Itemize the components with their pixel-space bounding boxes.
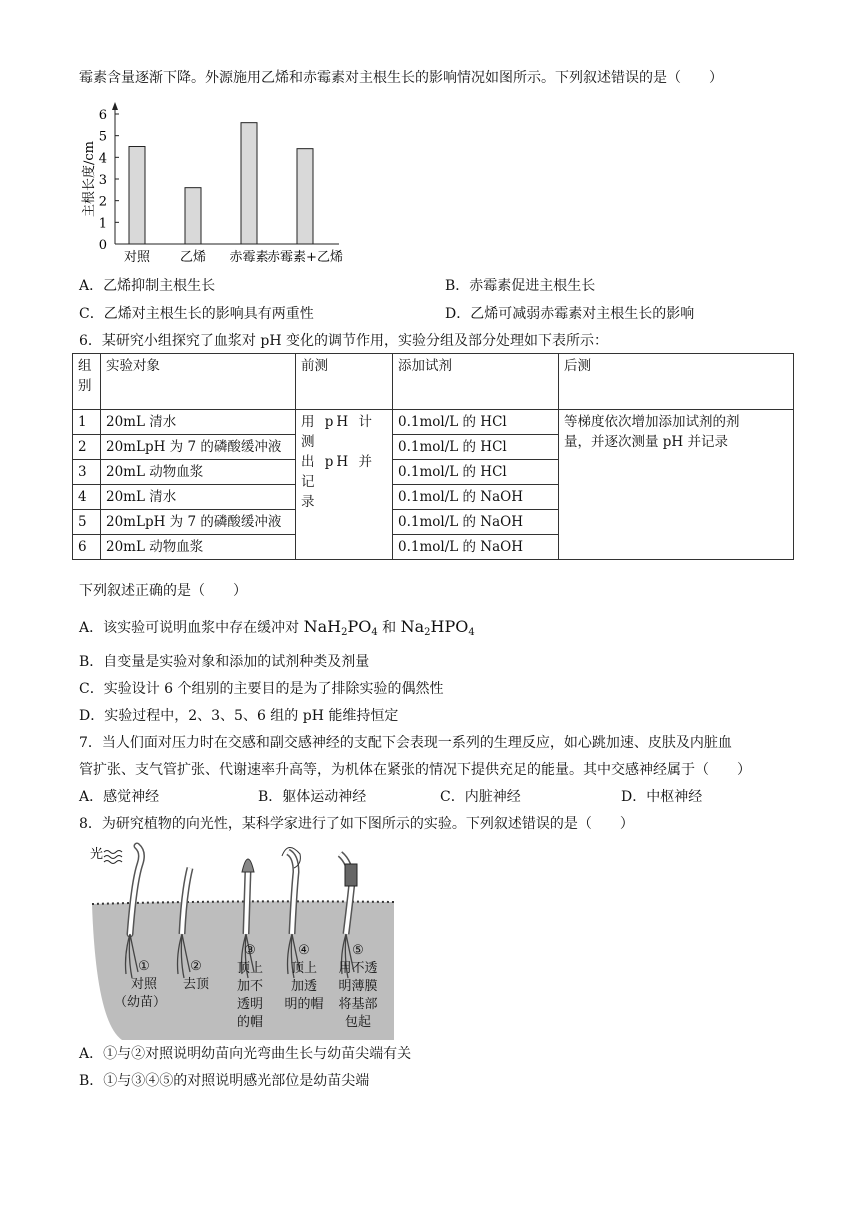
row-no: 5 [73,510,101,535]
y-tick-label: 3 [98,173,107,188]
header-reagent: 添加试剂 [393,354,559,410]
label-4-l2: 加透 [290,979,318,994]
q7-stem-line1: 7．当人们面对压力时在交感和副交感神经的支配下会表现一系列的生理反应，如心跳加速、皮肤及内脏血 [79,735,732,751]
q6-option-b: B．自变量是实验对象和添加的试剂种类及剂量 [79,654,370,670]
q6-option-c: C．实验设计 6 个组别的主要目的是为了排除实验的偶然性 [79,681,444,697]
y-tick-label: 5 [98,129,107,145]
label-5-l2: 明薄膜 [338,979,378,994]
row-subject: 20mL 动物血浆 [101,460,296,485]
q5-option-d: D．乙烯可减弱赤霉素对主根生长的影响 [445,306,695,322]
header-group: 组 别 [73,354,101,410]
row-subject: 20mLpH 为 7 的磷酸缓冲液 [101,510,296,535]
row-no: 3 [73,460,101,485]
label-1-l1: 对照 [130,977,158,992]
q7-option-b: B．躯体运动神经 [258,789,367,805]
y-tick-label: 1 [98,216,107,232]
q5-option-c: C．乙烯对主根生长的影响具有两重性 [79,306,314,322]
y-tick-label: 6 [98,108,107,123]
root-length-bar-chart [77,97,347,269]
label-3-l4: 的帽 [236,1015,264,1030]
post-cell: 等梯度依次增加添加试剂的剂 量，并逐次测量 pH 并记录 [559,410,794,560]
label-3-l3: 透明 [236,997,264,1012]
phototropism-figure [82,842,398,1042]
label-4-l3: 明的帽 [284,997,324,1012]
q5-option-b: B．赤霉素促进主根生长 [445,278,596,294]
opaque-film-icon [345,864,357,886]
label-5-l4: 包起 [344,1015,372,1030]
experiment-table [72,353,794,560]
q7-option-c: C．内脏神经 [440,789,521,805]
label-4-l1: 顶上 [290,961,318,976]
opaque-cap-icon [242,859,254,872]
x-category-label: 乙烯 [179,250,207,265]
row-subject: 20mL 动物血浆 [101,535,296,560]
bar-3 [241,123,257,244]
y-tick-label: 2 [98,194,107,210]
table-header-row [73,354,794,410]
row-no: 6 [73,535,101,560]
y-tick-label: 0 [98,238,107,253]
row-reagent: 0.1mol/L 的 NaOH [393,485,559,510]
y-tick-label: 4 [98,151,107,167]
row-subject: 20mL 清水 [101,485,296,510]
bar-2 [185,188,201,244]
row-reagent: 0.1mol/L 的 HCl [393,435,559,460]
row-reagent: 0.1mol/L 的 HCl [393,460,559,485]
q6-option-d: D．实验过程中，2、3、5、6 组的 pH 能维持恒定 [79,708,399,724]
label-3-l1: 顶上 [236,961,264,976]
light-rays-icon [104,851,122,864]
q6-follow: 下列叙述正确的是（ ） [79,583,247,599]
row-reagent: 0.1mol/L 的 HCl [393,410,559,435]
q8-option-a: A．①与②对照说明幼苗向光弯曲生长与幼苗尖端有关 [79,1046,412,1062]
header-subject: 实验对象 [101,354,296,410]
q6-stem: 6．某研究小组探究了血浆对 pH 变化的调节作用，实验分组及部分处理如下表所示： [79,333,608,349]
table-row [73,410,794,435]
row-subject: 20mL 清水 [101,410,296,435]
row-subject: 20mLpH 为 7 的磷酸缓冲液 [101,435,296,460]
q7-stem-line2: 管扩张、支气管扩张、代谢速率升高等，为机体在紧张的情况下提供充足的能量。其中交感神经属于（ ） [79,762,751,778]
y-axis-label: 主根长度/cm [82,141,97,217]
x-category-label: 赤霉素 [229,250,269,265]
pre-cell: 用 pH 计测 出 pH 并记 录 [296,410,393,560]
label-2-num: ② [190,959,202,974]
row-no: 1 [73,410,101,435]
label-3-num: ③ [244,943,256,958]
bar-4 [297,149,313,244]
label-3-l2: 加不 [236,979,264,994]
bar-1 [129,147,145,245]
q7-option-a: A．感觉神经 [79,789,160,805]
q7-option-d: D．中枢神经 [621,789,703,805]
question-intro-line: 霉素含量逐渐下降。外源施用乙烯和赤霉素对主根生长的影响情况如图所示。下列叙述错误的是（ ） [79,70,723,86]
row-reagent: 0.1mol/L 的 NaOH [393,510,559,535]
y-axis-arrow-icon [112,102,118,110]
header-pre: 前测 [296,354,393,410]
label-2-l1: 去顶 [182,977,210,992]
label-5-num: ⑤ [352,943,364,958]
label-1-num: ① [138,959,150,974]
x-category-label: 对照 [123,250,151,265]
label-1-l2: （幼苗） [113,995,167,1010]
light-label: 光 [90,847,104,862]
q5-option-a: A．乙烯抑制主根生长 [79,278,216,294]
label-4-num: ④ [298,943,310,958]
row-reagent: 0.1mol/L 的 NaOH [393,535,559,560]
row-no: 2 [73,435,101,460]
q6-option-a: A．该实验可说明血浆中存在缓冲对 $NaH_2PO_4$ 和 $Na_2HPO_4$ [79,617,475,638]
header-post: 后测 [559,354,794,410]
chart-bars [129,123,313,244]
x-category-label: 赤霉素+乙烯 [267,250,343,265]
label-5-l3: 将基部 [338,997,378,1012]
q8-stem: 8．为研究植物的向光性，某科学家进行了如下图所示的实验。下列叙述错误的是（ ） [79,816,634,832]
row-no: 4 [73,485,101,510]
label-5-l1: 用不透 [338,961,378,976]
q8-option-b: B．①与③④⑤的对照说明感光部位是幼苗尖端 [79,1073,370,1089]
